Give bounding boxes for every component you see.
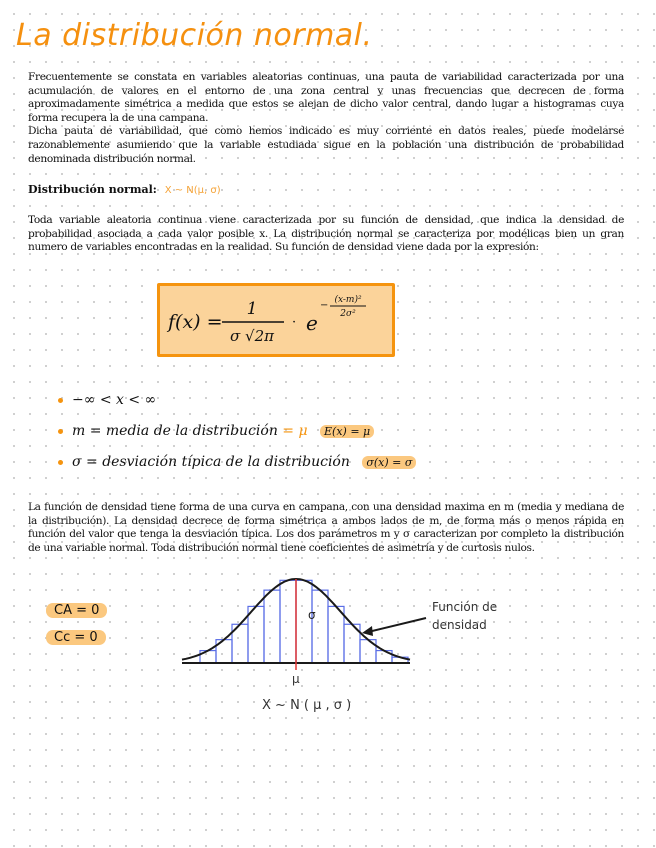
annotation-line-1: Función de [432, 600, 498, 614]
density-text: Toda variable aleatoria continua viene caracterizada por su función de densidad, que indica la densidad de probabilidad asociada a cada valor posible x. La distribución normal se caracteriza por modélicas bien un gran numero de variables encontradas en la realidad. Su función de densidad viene dada por la expresión: [28, 214, 624, 254]
formula-exp-minus: − [320, 300, 329, 311]
formula-numerator: 1 [246, 299, 258, 319]
histogram-bar [328, 606, 344, 663]
annotation-arrow [360, 612, 432, 638]
list-item [58, 423, 374, 439]
distribution-notation: X ~ N(μ, σ) [164, 185, 221, 196]
mu-label: μ [292, 672, 300, 686]
bullet-icon [58, 398, 63, 403]
histogram-bar [280, 580, 296, 663]
density-formula-box [157, 283, 395, 357]
annotation-line-2: densidad [432, 618, 487, 632]
intro-paragraph-1: Frecuentemente se constata en variables aleatorias continuas, una pauta de variabilidad caracterizada por una acumulación de valores en el entorno de una zona central y unas frecuencias que decrecen de forma aproximadamente simétrica a medida que estos se alejan de dicho valor central, dando lugar a histogramas cuya forma recupera la de una campana. [28, 71, 624, 124]
bullet-text: −∞ < x < ∞ [72, 392, 157, 408]
intro-section [28, 71, 624, 166]
bullet-text: m = media de la distribución [72, 423, 278, 439]
formula-dot: · [292, 315, 297, 330]
bullet-note: σ(x) = σ [362, 456, 416, 469]
page-title: La distribución normal. [16, 18, 373, 53]
bullet-icon [58, 460, 63, 465]
list-item [58, 454, 416, 470]
formula-base: e [306, 311, 318, 335]
density-formula [160, 286, 392, 354]
arrow-line [368, 618, 426, 632]
formula-denominator: σ √2π [230, 327, 274, 345]
formula-exp-denominator: 2σ² [340, 309, 356, 319]
density-paragraph [28, 214, 624, 255]
histogram-bar [312, 590, 328, 663]
histogram-bar [264, 590, 280, 663]
distribution-heading [28, 183, 221, 196]
figure-caption: X ~ N ( μ , σ ) [262, 698, 352, 713]
bullet-mu: = μ [282, 423, 308, 439]
intro-paragraph-2: Dicha pauta de variabilidad, que como hemos indicado es muy corriente en datos reales, puede modelarse razonablemente asumiendo que la variable estudiada sigue en la población una distribución de probabilidad denominada distribución normal. [28, 125, 624, 165]
bullet-icon [58, 429, 63, 434]
asymmetry-badge: CA = 0 [46, 603, 107, 618]
formula-lhs: f(x) = [168, 311, 223, 333]
density-annotation [432, 598, 497, 634]
shape-paragraph [28, 501, 624, 555]
list-item [58, 392, 156, 408]
sigma-label: σ [308, 608, 316, 622]
formula-exp-numerator: (x-m)² [334, 295, 362, 305]
shape-text: La función de densidad tiene forma de una curva en campana, con una densidad maxima en m (media y mediana de la distribución). La densidad decrece de forma simétrica a ambos lados de m, de forma más o menos rápida en función del valor que tenga la desviación típica. Los dos parámetros m y σ caracterizan por completo la distribución de una variable normal. Toda distribución normal tiene coeficientes de asimetría y de curtosis nulos. [28, 501, 624, 554]
bullet-note: E(x) = μ [320, 425, 374, 438]
distribution-label: Distribución normal: [28, 183, 157, 196]
bullet-text: σ = desviación típica de la distribución [72, 454, 350, 470]
kurtosis-badge: Cc = 0 [46, 630, 106, 645]
histogram-bar [248, 606, 264, 663]
arrow-head-icon [362, 626, 373, 636]
